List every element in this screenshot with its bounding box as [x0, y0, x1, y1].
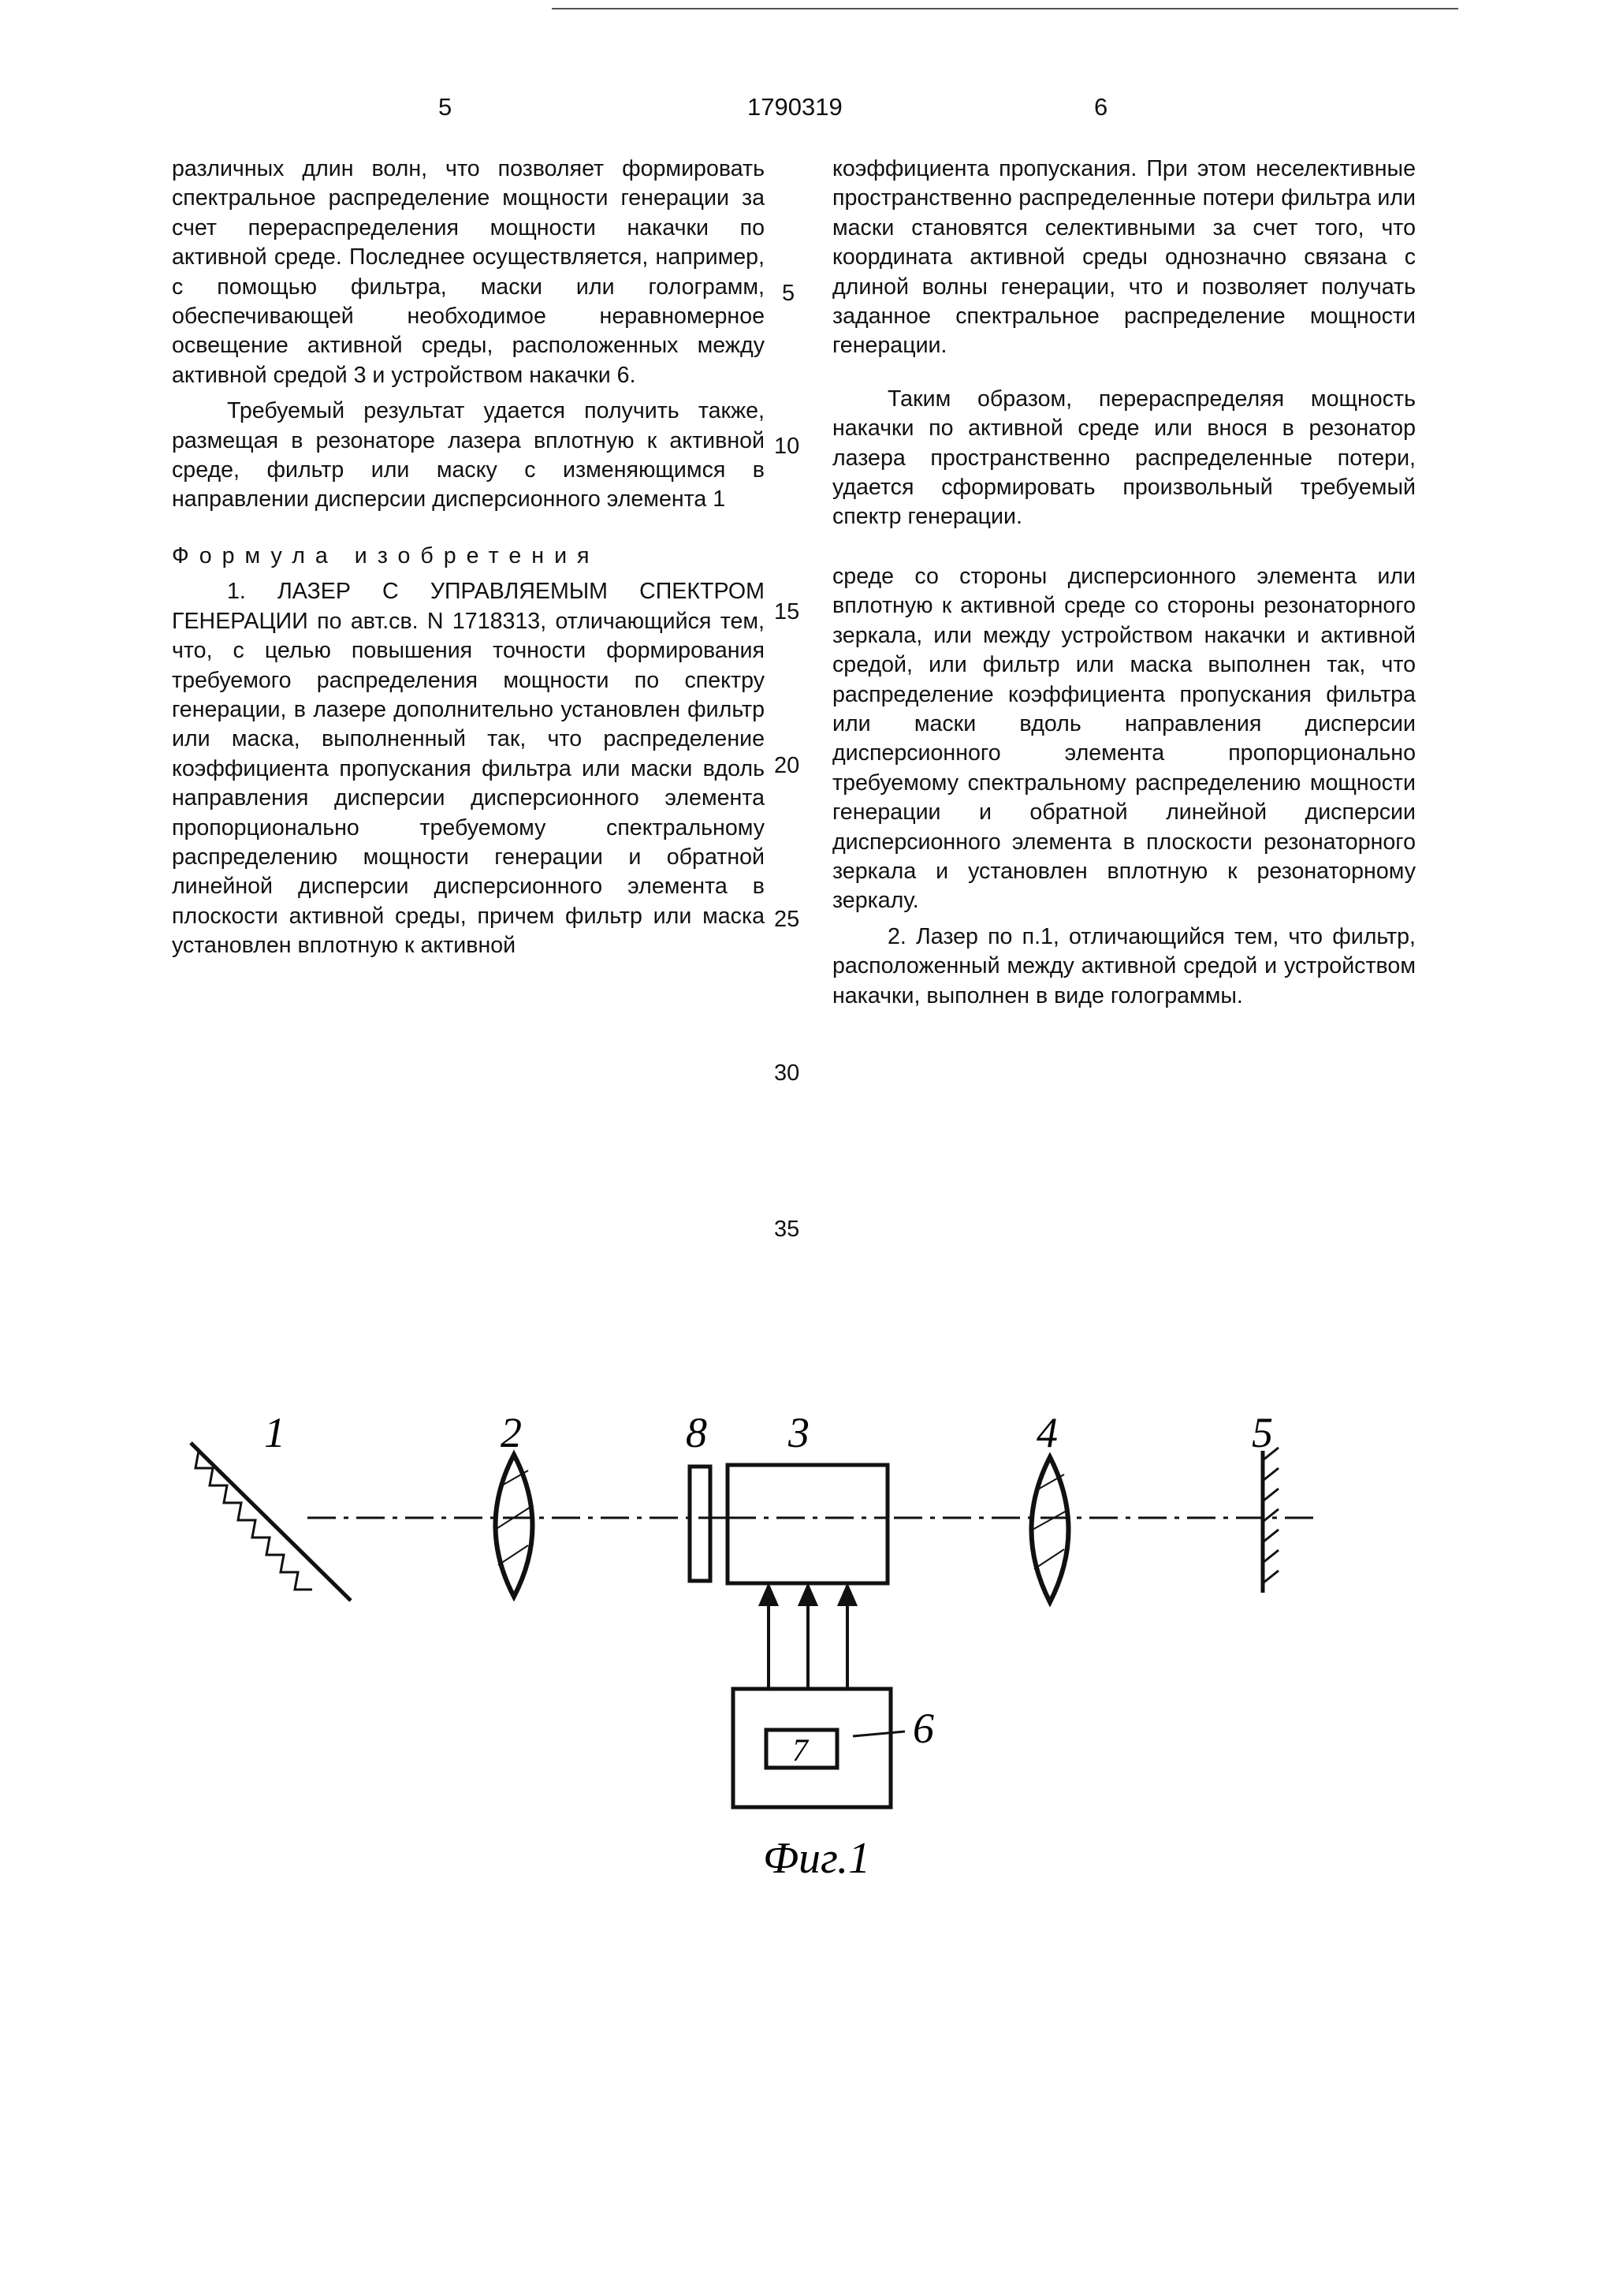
left-column	[172, 155, 765, 961]
lens-left	[495, 1455, 533, 1597]
label-mirror: 5	[1252, 1411, 1273, 1456]
label-filter: 8	[686, 1411, 707, 1456]
lens-right	[1032, 1457, 1069, 1602]
top-rule	[552, 8, 1458, 9]
right-column	[832, 155, 1416, 1011]
page-number-right: 6	[1094, 93, 1108, 121]
active-medium	[728, 1465, 888, 1583]
right-paragraph-1: коэффициента пропускания. При этом неселективные пространственно распределенные потери фильтра или маски становятся селективными за счет того, что координата активной среды однозначно связана с длиной волны генерации, что и позволяет получать заданное спектральное распределение мощности генерации.	[832, 156, 1416, 359]
pump-device	[733, 1689, 891, 1807]
diffraction-grating	[191, 1443, 351, 1601]
label-pump-device: 6	[913, 1705, 934, 1752]
right-paragraph-2: Таким образом, перераспределяя мощность накачки по активной среде или внося в резонатор лазера пространственно распределенные потери, удается сформировать произвольный требуемый спектр генерации.	[832, 386, 1416, 530]
left-paragraph-2: Требуемый результат удается получить также, размещая в резонаторе лазера вплотную к активной среде, фильтр или маску с изменяющимся в направлении дисперсии дисперсионного элемента 1	[172, 398, 765, 512]
label-active-medium: 3	[788, 1411, 810, 1456]
line-number-10: 10	[774, 434, 800, 459]
claim-2: 2. Лазер по п.1, отличающийся тем, что фильтр, расположенный между активной средой и устройством накачки, выполнен в виде голограммы.	[832, 923, 1416, 1008]
resonator-mirror	[1263, 1448, 1279, 1593]
line-number-30: 30	[774, 1060, 800, 1086]
laser-schematic-figure	[181, 1411, 1324, 1900]
patent-number: 1790319	[747, 93, 843, 121]
label-lens-left: 2	[501, 1411, 522, 1456]
left-paragraph-1: различных длин волн, что позволяет формировать спектральное распределение мощности генерации за счет перераспределения мощности накачки по активной среде. Последнее осуществляется, например, с помощью фильтра, маски или голограмм, обеспечивающей необходимое неравномерное освещение активной среды, расположенных между активной средой 3 и устройством накачки 6.	[172, 156, 765, 388]
label-inner-block: 7	[792, 1732, 808, 1768]
leader-line-pump	[853, 1731, 905, 1736]
label-lens-right: 4	[1037, 1411, 1058, 1456]
figure-caption: Фиг.1	[763, 1834, 871, 1883]
line-number-20: 20	[774, 753, 800, 778]
pump-arrows	[761, 1586, 855, 1689]
line-number-25: 25	[774, 907, 800, 932]
page-number-left: 5	[438, 93, 452, 121]
line-number-35: 35	[774, 1217, 800, 1242]
line-number-5: 5	[782, 281, 795, 306]
claims-heading: Формула изобретения	[172, 542, 600, 568]
filter-plate	[690, 1467, 710, 1581]
line-number-15: 15	[774, 599, 800, 624]
label-grating: 1	[264, 1411, 285, 1456]
claim-1: 1. ЛАЗЕР С УПРАВЛЯЕМЫМ СПЕКТРОМ ГЕНЕРАЦИИ по авт.св. N 1718313, отличающийся тем, что, с целью повышения точности формирования требуемого распределения мощности по спектру генерации, в лазере дополнительно установлен фильтр или маска, выполненный так, что распределение коэффициента пропускания фильтра или маски вдоль направления дисперсии дисперсионного элемента пропорционально требуемому спектральному распределению мощности генерации и обратной линейной дисперсии дисперсионного элемента в плоскости активной среды, причем фильтр или маска установлен вплотную к активной	[172, 579, 765, 959]
claim-1-continuation: среде со стороны дисперсионного элемента или вплотную к активной среде со стороны резонаторного зеркала, или между устройством накачки и активной средой, или фильтр или маска выполнен так, что распределение коэффициента пропускания фильтра или маски вдоль направления дисперсии дисперсионного элемента пропорционально требуемому спектральному распределению мощности генерации и обратной линейной дисперсии дисперсионного элемента в плоскости резонаторного зеркала и установлен вплотную к резонаторному зеркалу.	[832, 563, 1416, 914]
